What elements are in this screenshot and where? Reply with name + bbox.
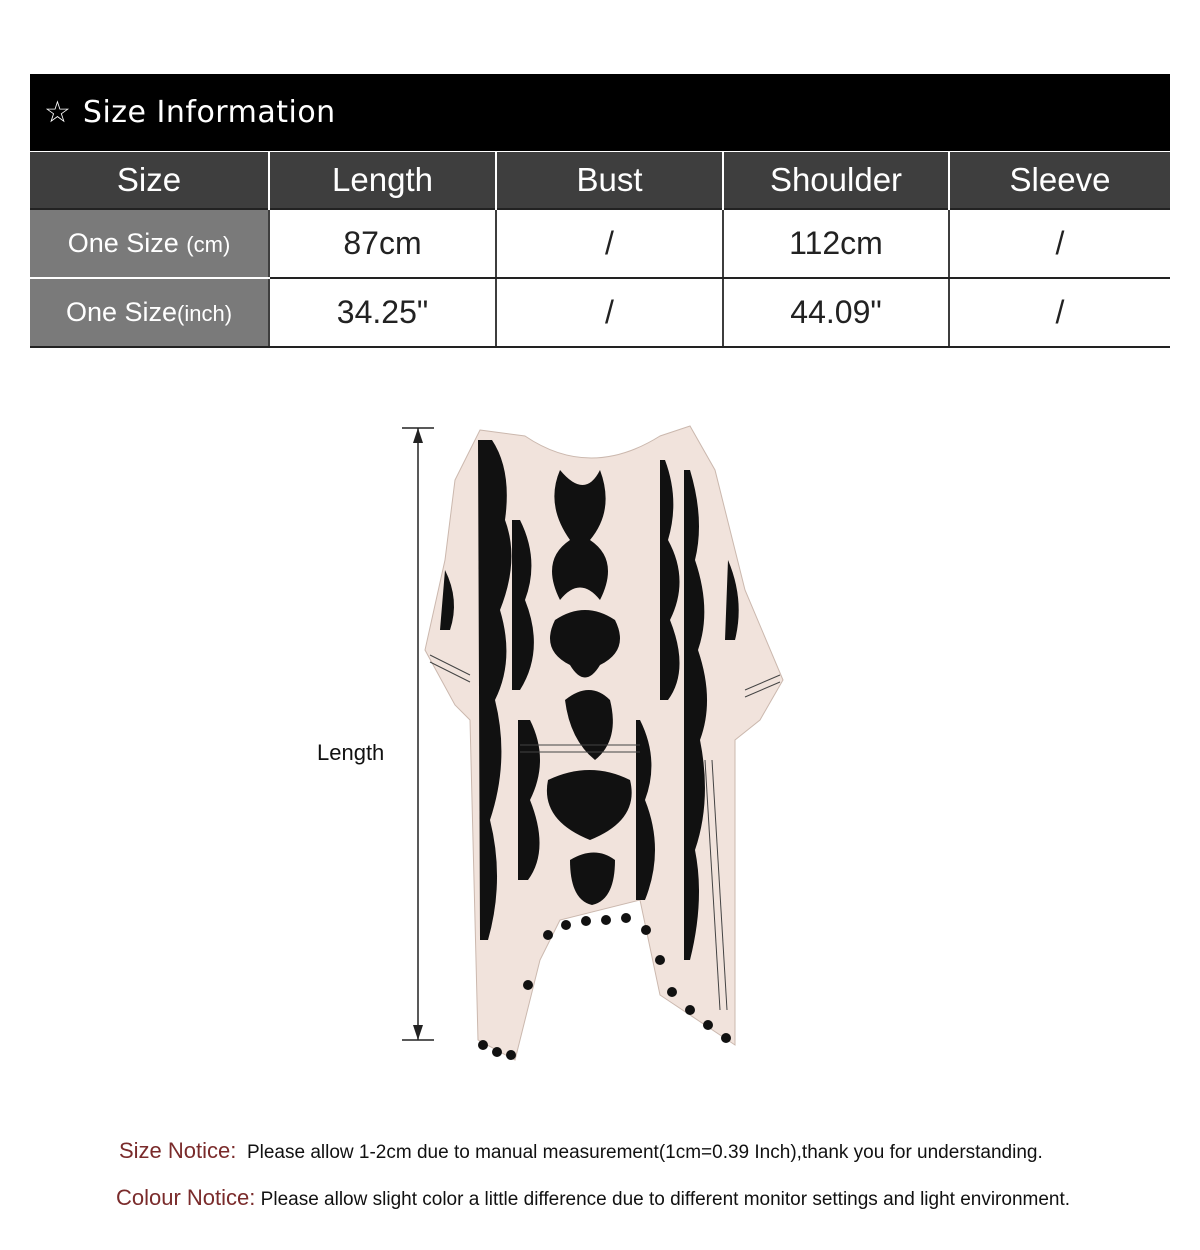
cell-sleeve-cm: / bbox=[949, 209, 1170, 278]
length-label: Length bbox=[317, 740, 385, 765]
column-header-length: Length bbox=[269, 152, 496, 209]
star-icon: ☆ bbox=[44, 94, 71, 130]
cell-length-cm: 87cm bbox=[269, 209, 496, 278]
column-header-size: Size bbox=[30, 152, 269, 209]
row-label-cm bbox=[30, 209, 269, 278]
cell-shoulder-cm: 112cm bbox=[723, 209, 949, 278]
column-header-bust: Bust bbox=[496, 152, 723, 209]
table-row bbox=[30, 209, 1170, 278]
table-row bbox=[30, 278, 1170, 347]
table-header-row bbox=[30, 152, 1170, 209]
row-label-inch bbox=[30, 278, 269, 347]
cell-bust-inch: / bbox=[496, 278, 723, 347]
row-label-unit: (inch) bbox=[177, 301, 233, 326]
size-info-title: Size Information bbox=[82, 95, 336, 130]
size-info-header bbox=[30, 74, 1170, 151]
row-label-unit: (cm) bbox=[186, 232, 231, 257]
length-measure-icon bbox=[402, 428, 434, 1040]
colour-notice-text: Please allow slight color a little difference due to different monitor settings and light environment. bbox=[260, 1189, 1071, 1210]
column-header-shoulder: Shoulder bbox=[723, 152, 949, 209]
kimono-cardigan-icon bbox=[425, 426, 783, 1060]
row-label-text: One Size bbox=[67, 228, 179, 258]
row-label-text: One Size bbox=[65, 297, 178, 327]
size-notice-text: Please allow 1-2cm due to manual measurement(1cm=0.39 Inch),thank you for understanding. bbox=[246, 1142, 1043, 1163]
product-illustration bbox=[0, 380, 1200, 1100]
cell-length-inch: 34.25" bbox=[269, 278, 496, 347]
colour-notice-label: Colour Notice: bbox=[116, 1185, 256, 1210]
size-table bbox=[30, 152, 1170, 348]
cell-shoulder-inch: 44.09" bbox=[723, 278, 949, 347]
cell-sleeve-inch: / bbox=[949, 278, 1170, 347]
cell-bust-cm: / bbox=[496, 209, 723, 278]
colour-notice bbox=[0, 1185, 1200, 1211]
size-notice bbox=[0, 1138, 1200, 1164]
column-header-sleeve: Sleeve bbox=[949, 152, 1170, 209]
size-notice-label: Size Notice: bbox=[119, 1138, 237, 1163]
